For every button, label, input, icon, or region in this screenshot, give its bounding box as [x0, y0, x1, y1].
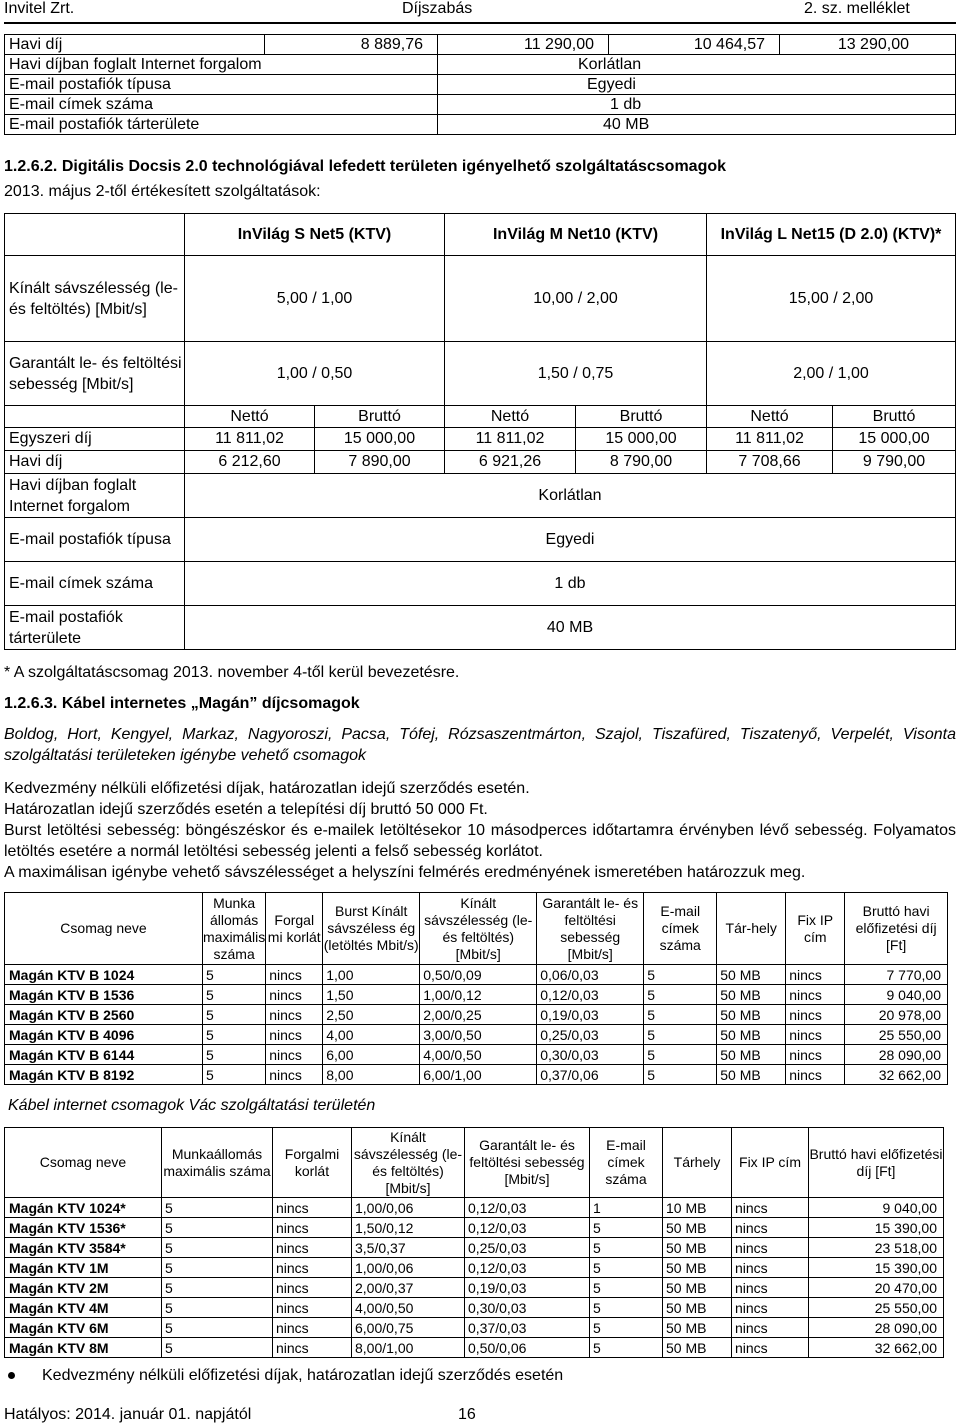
row-label: E-mail címek száma: [5, 95, 438, 115]
value-cell: nincs: [786, 1065, 845, 1085]
value-cell: 0,25/0,03: [465, 1238, 590, 1258]
note-line: Burst letöltési sebesség: böngészéskor és e-mailek letöltésekor 10 másodperces időtartamra érvényben lévő sebesség. Folyamatos letöltés esetére a normál letöltési sebesség jelenti a felső sebesség korlátot.: [4, 822, 956, 860]
value-cell: 0,19/0,03: [465, 1278, 590, 1298]
package-name: InVilág M Net10 (KTV): [445, 214, 707, 256]
value-cell: 5: [162, 1258, 273, 1278]
header-company: Invitel Zrt.: [4, 0, 75, 17]
value-cell: nincs: [786, 1005, 845, 1025]
value-cell: 5: [203, 965, 266, 985]
value-cell: nincs: [273, 1258, 352, 1278]
table-row: [5, 1218, 944, 1238]
value-cell: nincs: [732, 1258, 809, 1278]
column-header: Munka állomás maximális száma: [203, 893, 266, 965]
package-name-cell: Magán KTV B 1024: [5, 965, 203, 985]
column-header: Kínált sávszélesség (le- és feltöltés) [Mbit/s]: [352, 1128, 465, 1198]
note-line: Határozatlan idejű szerződés esetén a telepítési díj bruttó 50 000 Ft.: [4, 801, 488, 818]
value-cell: 1: [590, 1198, 663, 1218]
net-gross-label: Nettó: [185, 406, 315, 428]
value-cell: 5: [644, 965, 717, 985]
value-cell: 25 550,00: [845, 1025, 948, 1045]
docsis-package-table: [4, 213, 956, 650]
value-cell: 5: [203, 1045, 266, 1065]
value-cell: 25 550,00: [809, 1298, 944, 1318]
value-cell: 9 040,00: [809, 1198, 944, 1218]
value-cell: 50 MB: [717, 1005, 786, 1025]
empty-cell: [5, 406, 185, 428]
value-cell: 5: [590, 1218, 663, 1238]
value-cell: nincs: [786, 1045, 845, 1065]
value-cell: 0,30/0,03: [537, 1045, 644, 1065]
table-row: [5, 1065, 948, 1085]
value-cell: 10 464,57: [609, 35, 780, 55]
value-cell: 28 090,00: [845, 1045, 948, 1065]
value-cell: nincs: [273, 1338, 352, 1358]
column-header: Fix IP cím: [786, 893, 845, 965]
table-row: [5, 115, 956, 135]
value-cell: nincs: [732, 1218, 809, 1238]
value-cell: nincs: [266, 1025, 323, 1045]
value-cell: nincs: [266, 985, 323, 1005]
value-cell: 2,00/0,37: [352, 1278, 465, 1298]
section-heading: 1.2.6.2. Digitális Docsis 2.0 technológiával lefedett területen igényelhető szolgáltatáscsomagok: [4, 158, 727, 175]
value-cell: 5: [644, 1045, 717, 1065]
magan-b-table: [4, 892, 948, 1085]
value-cell: 40 MB: [185, 606, 956, 650]
value-cell: 5: [162, 1298, 273, 1318]
value-cell: 15 000,00: [576, 428, 707, 451]
value-cell: nincs: [732, 1238, 809, 1258]
package-name: InVilág S Net5 (KTV): [185, 214, 445, 256]
package-name-cell: Magán KTV 4M: [5, 1298, 162, 1318]
value-cell: 32 662,00: [809, 1338, 944, 1358]
value-cell: 5: [162, 1278, 273, 1298]
value-cell: 2,00/0,25: [420, 1005, 537, 1025]
value-cell: 50 MB: [717, 1025, 786, 1045]
table-row: [5, 1005, 948, 1025]
value-cell: 1 db: [185, 562, 956, 606]
value-cell: 13 290,00: [780, 35, 956, 55]
value-cell: 0,37/0,03: [465, 1318, 590, 1338]
note-line: Kedvezmény nélküli előfizetési díjak, határozatlan idejű szerződés esetén.: [4, 780, 530, 797]
value-cell: 0,12/0,03: [465, 1218, 590, 1238]
net-gross-label: Nettó: [445, 406, 576, 428]
table-row: [5, 562, 956, 606]
value-cell: 0,12/0,03: [465, 1198, 590, 1218]
value-cell: nincs: [273, 1278, 352, 1298]
column-header: Csomag neve: [5, 893, 203, 965]
value-cell: nincs: [273, 1298, 352, 1318]
value-cell: 20 470,00: [809, 1278, 944, 1298]
value-cell: 4,00: [323, 1025, 420, 1045]
column-header: Munkaállomás maximális száma: [162, 1128, 273, 1198]
table-header-row: [5, 1128, 944, 1198]
value-cell: 50 MB: [663, 1218, 732, 1238]
value-cell: 15 000,00: [833, 428, 956, 451]
value-cell: 5: [644, 1065, 717, 1085]
value-cell: 9 790,00: [833, 451, 956, 474]
table-row: [5, 1025, 948, 1045]
vac-title: Kábel internet csomagok Vác szolgáltatási területén: [8, 1097, 376, 1114]
value-cell: 5: [162, 1198, 273, 1218]
value-cell: 5: [203, 1005, 266, 1025]
value-cell: 50 MB: [663, 1338, 732, 1358]
package-name-cell: Magán KTV 2M: [5, 1278, 162, 1298]
value-cell: 5: [644, 985, 717, 1005]
top-fee-table: [4, 34, 956, 135]
package-name-cell: Magán KTV 8M: [5, 1338, 162, 1358]
value-cell: 23 518,00: [809, 1238, 944, 1258]
value-cell: 6,00/0,75: [352, 1318, 465, 1338]
value-cell: nincs: [273, 1238, 352, 1258]
table-row: [5, 256, 956, 342]
value-cell: 50 MB: [663, 1278, 732, 1298]
package-name-cell: Magán KTV 6M: [5, 1318, 162, 1338]
row-label: Kínált sávszélesség (le- és feltöltés) [Mbit/s]: [5, 256, 185, 342]
value-cell: 6,00/1,00: [420, 1065, 537, 1085]
table-row: [5, 451, 956, 474]
row-label: E-mail postafiók típusa: [5, 75, 438, 95]
table-row: [5, 1258, 944, 1278]
value-cell: 1,50/0,12: [352, 1218, 465, 1238]
notes-block: [4, 778, 956, 883]
bullet-text: Kedvezmény nélküli előfizetési díjak, határozatlan idejű szerződés esetén: [42, 1367, 564, 1384]
value-cell: 5: [162, 1238, 273, 1258]
value-cell: nincs: [732, 1198, 809, 1218]
package-name-cell: Magán KTV B 2560: [5, 1005, 203, 1025]
header-divider: [4, 22, 956, 24]
value-cell: 15 390,00: [809, 1258, 944, 1278]
table-row: [5, 1298, 944, 1318]
value-cell: 10 MB: [663, 1198, 732, 1218]
value-cell: Egyedi: [185, 518, 956, 562]
service-areas: Boldog, Hort, Kengyel, Markaz, Nagyoroszi, Pacsa, Tófej, Rózsaszentmárton, Szajol, Tiszafüred, Tiszatenyő, Verpelét, Visonta szolgáltatási területeken igénybe vehető csomagok: [4, 726, 956, 764]
package-name-cell: Magán KTV B 4096: [5, 1025, 203, 1045]
value-cell: 32 662,00: [845, 1065, 948, 1085]
value-cell: nincs: [786, 965, 845, 985]
net-gross-label: Bruttó: [833, 406, 956, 428]
value-cell: 0,25/0,03: [537, 1025, 644, 1045]
package-name-cell: Magán KTV B 6144: [5, 1045, 203, 1065]
value-cell: 3,5/0,37: [352, 1238, 465, 1258]
table-row: [5, 55, 956, 75]
row-label: Havi díj: [5, 451, 185, 474]
value-cell: 4,00/0,50: [420, 1045, 537, 1065]
value-cell: 50 MB: [717, 985, 786, 1005]
value-cell: 7 770,00: [845, 965, 948, 985]
internet-value: Korlátlan: [578, 55, 642, 73]
value-cell: nincs: [266, 965, 323, 985]
value-cell: 9 040,00: [845, 985, 948, 1005]
header-annex: 2. sz. melléklet: [804, 0, 910, 17]
value-cell: nincs: [732, 1298, 809, 1318]
row-label: E-mail címek száma: [5, 562, 185, 606]
value-cell: 5,00 / 1,00: [185, 256, 445, 342]
value-cell: 0,12/0,03: [537, 985, 644, 1005]
value-cell: 3,00/0,50: [420, 1025, 537, 1045]
vac-table: [4, 1127, 944, 1358]
value-cell: 5: [162, 1338, 273, 1358]
value-cell: 0,19/0,03: [537, 1005, 644, 1025]
column-header: Garantált le- és feltöltési sebesség [Mbit/s]: [537, 893, 644, 965]
row-label: E-mail postafiók tárterülete: [5, 115, 438, 135]
column-header: Bruttó havi előfizetési díj [Ft]: [809, 1128, 944, 1198]
mailbox-type-value: Egyedi: [587, 75, 636, 93]
value-cell: 10,00 / 2,00: [445, 256, 707, 342]
value-cell: 1,00/0,06: [352, 1258, 465, 1278]
empty-cell: [5, 214, 185, 256]
value-cell: 20 978,00: [845, 1005, 948, 1025]
table-row: [5, 1318, 944, 1338]
row-label: E-mail postafiók típusa: [5, 518, 185, 562]
value-cell: 5: [162, 1318, 273, 1338]
value-cell: [438, 55, 956, 75]
package-name-cell: Magán KTV 1024*: [5, 1198, 162, 1218]
magan-b-table-body: [5, 965, 948, 1085]
value-cell: 8 790,00: [576, 451, 707, 474]
value-cell: 2,00 / 1,00: [707, 342, 956, 406]
value-cell: 0,30/0,03: [465, 1298, 590, 1318]
table-row: [5, 95, 956, 115]
column-header: Forgal mi korlát: [266, 893, 323, 965]
value-cell: 50 MB: [663, 1238, 732, 1258]
value-cell: 0,50/0,06: [465, 1338, 590, 1358]
package-name-cell: Magán KTV 3584*: [5, 1238, 162, 1258]
column-header: E-mail címek száma: [590, 1128, 663, 1198]
value-cell: 11 811,02: [445, 428, 576, 451]
footnote: * A szolgáltatáscsomag 2013. november 4-től kerül bevezetésre.: [4, 664, 460, 681]
value-cell: 0,06/0,03: [537, 965, 644, 985]
net-gross-label: Nettó: [707, 406, 833, 428]
table-row: [5, 428, 956, 451]
table-row: [5, 965, 948, 985]
value-cell: 50 MB: [663, 1318, 732, 1338]
table-row: [5, 985, 948, 1005]
column-header: Csomag neve: [5, 1128, 162, 1198]
value-cell: 7 890,00: [315, 451, 445, 474]
table-row: [5, 75, 956, 95]
value-cell: 50 MB: [717, 1045, 786, 1065]
table-row: [5, 1045, 948, 1065]
value-cell: 50 MB: [663, 1298, 732, 1318]
footer-validity: Hatályos: 2014. január 01. napjától: [4, 1406, 252, 1423]
table-row: [5, 518, 956, 562]
value-cell: nincs: [786, 985, 845, 1005]
value-cell: 2,50: [323, 1005, 420, 1025]
value-cell: 15 390,00: [809, 1218, 944, 1238]
table-header-row: [5, 893, 948, 965]
value-cell: 5: [590, 1318, 663, 1338]
value-cell: 5: [644, 1005, 717, 1025]
table-row: [5, 214, 956, 256]
column-header: Tár-hely: [717, 893, 786, 965]
value-cell: 50 MB: [717, 1065, 786, 1085]
column-header: Kínált sávszélesség (le- és feltöltés) [Mbit/s]: [420, 893, 537, 965]
value-cell: 11 290,00: [438, 35, 609, 55]
row-label: E-mail postafiók tárterülete: [5, 606, 185, 650]
value-cell: [438, 95, 956, 115]
column-header: Burst Kínált sávszéless ég (letöltés Mbit/s): [323, 893, 420, 965]
value-cell: 1,00/0,06: [352, 1198, 465, 1218]
column-header: E-mail címek száma: [644, 893, 717, 965]
bullet-icon: [8, 1372, 15, 1379]
table-row: [5, 342, 956, 406]
value-cell: 5: [590, 1238, 663, 1258]
package-name: InVilág L Net15 (D 2.0) (KTV)*: [707, 214, 956, 256]
value-cell: nincs: [266, 1045, 323, 1065]
value-cell: nincs: [273, 1198, 352, 1218]
bullet-item: [8, 1367, 563, 1385]
value-cell: 5: [590, 1258, 663, 1278]
value-cell: 15 000,00: [315, 428, 445, 451]
section-heading: 1.2.6.3. Kábel internetes „Magán” díjcsomagok: [4, 695, 360, 712]
header-title: Díjszabás: [402, 0, 473, 17]
column-header: Forgalmi korlát: [273, 1128, 352, 1198]
row-label: Egyszeri díj: [5, 428, 185, 451]
value-cell: 7 708,66: [707, 451, 833, 474]
net-gross-label: Bruttó: [315, 406, 445, 428]
table-row: [5, 474, 956, 518]
package-name-cell: Magán KTV B 1536: [5, 985, 203, 1005]
vac-table-body: [5, 1198, 944, 1358]
value-cell: 0,37/0,06: [537, 1065, 644, 1085]
table-row: [5, 1238, 944, 1258]
page-number: 16: [458, 1406, 476, 1423]
column-header: Fix IP cím: [732, 1128, 809, 1198]
value-cell: 5: [590, 1338, 663, 1358]
column-header: Garantált le- és feltöltési sebesség [Mbit/s]: [465, 1128, 590, 1198]
value-cell: nincs: [732, 1338, 809, 1358]
value-cell: nincs: [786, 1025, 845, 1045]
email-count-value: 1 db: [610, 95, 642, 113]
value-cell: [438, 75, 956, 95]
value-cell: nincs: [266, 1005, 323, 1025]
value-cell: 8 889,76: [265, 35, 438, 55]
value-cell: nincs: [732, 1318, 809, 1338]
table-row: [5, 606, 956, 650]
value-cell: 5: [203, 1065, 266, 1085]
value-cell: [438, 115, 956, 135]
package-name-cell: Magán KTV B 8192: [5, 1065, 203, 1085]
package-name-cell: Magán KTV 1536*: [5, 1218, 162, 1238]
storage-value: 40 MB: [603, 115, 650, 133]
value-cell: 1,00: [323, 965, 420, 985]
row-label: Havi díj: [5, 35, 265, 55]
package-name-cell: Magán KTV 1M: [5, 1258, 162, 1278]
note-line: A maximálisan igénybe vehető sávszélességet a helyszíni felmérés eredményének ismeretében határozzuk meg.: [4, 864, 806, 881]
value-cell: nincs: [266, 1065, 323, 1085]
table-row: [5, 1338, 944, 1358]
value-cell: 6 921,26: [445, 451, 576, 474]
value-cell: 8,00/1,00: [352, 1338, 465, 1358]
value-cell: Korlátlan: [185, 474, 956, 518]
value-cell: 1,00/0,12: [420, 985, 537, 1005]
value-cell: 5: [644, 1025, 717, 1045]
value-cell: nincs: [273, 1218, 352, 1238]
value-cell: nincs: [273, 1318, 352, 1338]
value-cell: 11 811,02: [707, 428, 833, 451]
value-cell: 4,00/0,50: [352, 1298, 465, 1318]
value-cell: 5: [203, 1025, 266, 1045]
value-cell: 8,00: [323, 1065, 420, 1085]
value-cell: 11 811,02: [185, 428, 315, 451]
value-cell: 1,50: [323, 985, 420, 1005]
row-label: Havi díjban foglalt Internet forgalom: [5, 474, 185, 518]
value-cell: 50 MB: [717, 965, 786, 985]
value-cell: 6,00: [323, 1045, 420, 1065]
value-cell: 0,50/0,09: [420, 965, 537, 985]
row-label: Havi díjban foglalt Internet forgalom: [5, 55, 438, 75]
row-label: Garantált le- és feltöltési sebesség [Mbit/s]: [5, 342, 185, 406]
section-intro: 2013. május 2-től értékesített szolgáltatások:: [4, 183, 321, 200]
value-cell: nincs: [732, 1278, 809, 1298]
column-header: Tárhely: [663, 1128, 732, 1198]
value-cell: 5: [590, 1278, 663, 1298]
value-cell: 15,00 / 2,00: [707, 256, 956, 342]
column-header: Bruttó havi előfizetési díj [Ft]: [845, 893, 948, 965]
value-cell: 6 212,60: [185, 451, 315, 474]
table-row: [5, 1278, 944, 1298]
value-cell: 28 090,00: [809, 1318, 944, 1338]
value-cell: 5: [162, 1218, 273, 1238]
value-cell: 0,12/0,03: [465, 1258, 590, 1278]
table-row: [5, 35, 956, 55]
net-gross-label: Bruttó: [576, 406, 707, 428]
value-cell: 50 MB: [663, 1258, 732, 1278]
value-cell: 1,00 / 0,50: [185, 342, 445, 406]
table-row: [5, 1198, 944, 1218]
value-cell: 1,50 / 0,75: [445, 342, 707, 406]
value-cell: 5: [590, 1298, 663, 1318]
value-cell: 5: [203, 985, 266, 1005]
table-row: [5, 406, 956, 428]
